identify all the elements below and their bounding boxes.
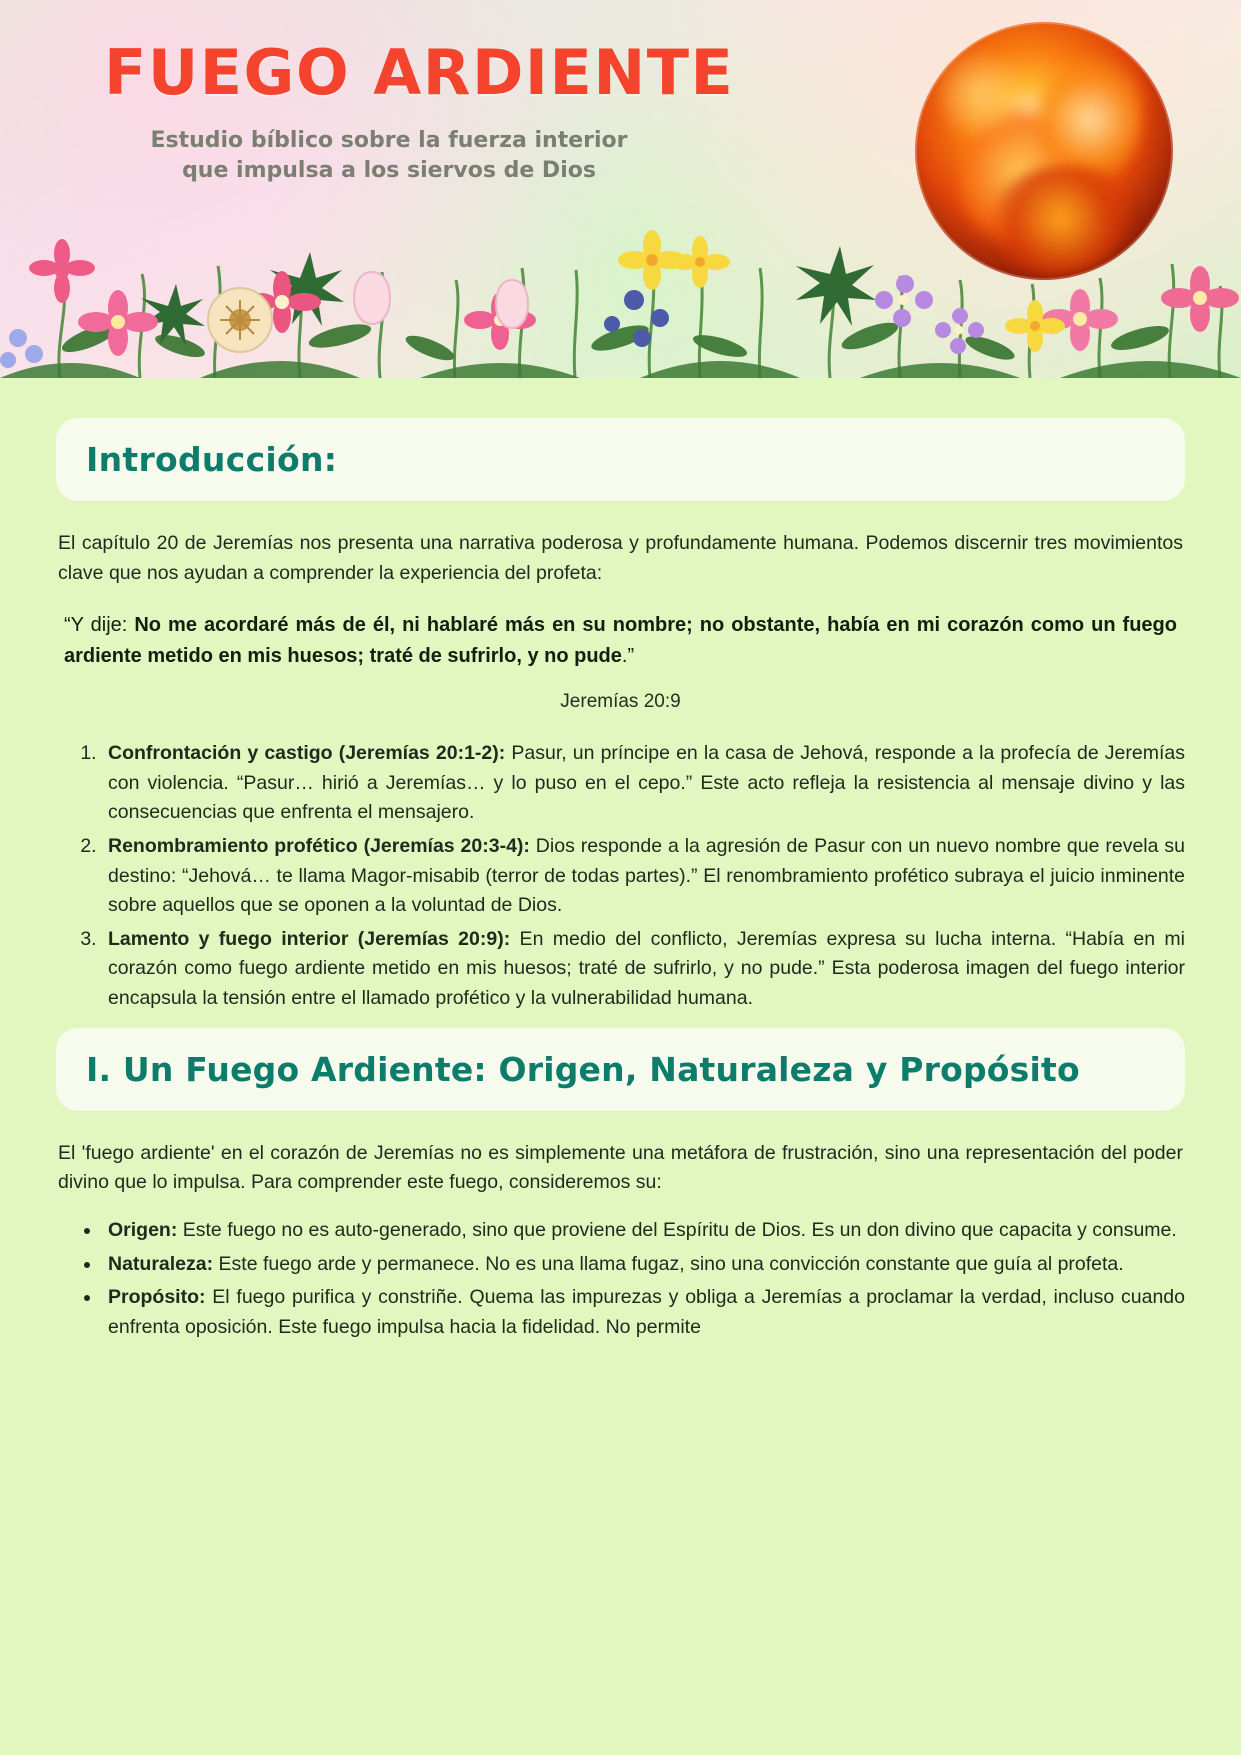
list-item-lead: Renombramiento profético (Jeremías 20:3-4): (108, 834, 530, 857)
list-item-lead: Propósito: (108, 1286, 206, 1309)
list-item-lead: Origen: (108, 1218, 178, 1241)
header-banner (0, 0, 1241, 378)
list-item (102, 1283, 1185, 1342)
list-item-lead: Naturaleza: (108, 1252, 214, 1275)
list-item (102, 925, 1185, 1014)
introduction-card (56, 418, 1185, 501)
section-one-paragraph: El 'fuego ardiente' en el corazón de Jeremías no es simplemente una metáfora de frustración, sino una representación del poder divino que lo impulsa. Para comprender este fuego, consideremos su: (58, 1141, 1183, 1194)
document-body (0, 378, 1241, 1388)
floral-decoration (0, 188, 1241, 378)
list-item (102, 832, 1185, 921)
list-item-lead: Lamento y fuego interior (Jeremías 20:9): (108, 927, 511, 950)
scripture-quote (64, 610, 1177, 671)
scripture-reference: Jeremías 20:9 (560, 691, 681, 713)
introduction-heading: Introducción: (86, 440, 338, 479)
list-item (102, 1216, 1185, 1246)
section-one-card (56, 1028, 1185, 1111)
list-item-text: Dios responde a la agresión de Pasur con un nuevo nombre que revela su destino: “Jehová… te llama Magor-misabib (terror de todas partes).” El renombramiento profético subraya el juicio inminente sobre aquellos que se oponen a la voluntad de Dios. (108, 834, 1185, 917)
introduction-points-list (56, 739, 1185, 1014)
quote-close: .” (621, 644, 635, 667)
list-item-text: Pasur, un príncipe en la casa de Jehová, responde a la profecía de Jeremías con violencia. “Pasur… hirió a Jeremías… y lo puso en el cepo.” Este acto refleja la resistencia al mensaje divino y las consecuencias que enfrenta el mensajero. (108, 742, 1185, 824)
section-one-bullet-list (56, 1216, 1185, 1343)
list-item-lead: Confrontación y castigo (Jeremías 20:1-2): (108, 742, 506, 765)
page-subtitle (104, 126, 674, 187)
page-subtitle-line-2: que impulsa a los siervos de Dios (182, 158, 596, 184)
list-item (102, 1250, 1185, 1280)
list-item-text: Este fuego arde y permanece. No es una llama fugaz, sino una convicción constante que guía al profeta. (213, 1252, 1124, 1275)
introduction-paragraph: El capítulo 20 de Jeremías nos presenta una narrativa poderosa y profundamente humana. Podemos discernir tres movimientos clave que nos ayudan a comprender la experiencia del profeta: (58, 532, 1183, 584)
quote-bold: No me acordaré más de él, ni hablaré más en su nombre; no obstante, había en mi corazón como un fuego ardiente metido en mis huesos; traté de sufrirlo, y no pude (64, 614, 1177, 667)
list-item (102, 739, 1185, 828)
list-item-text: El fuego purifica y constriñe. Quema las impurezas y obliga a Jeremías a proclamar la verdad, incluso cuando enfrenta oposición. Este fuego impulsa hacia la fidelidad. No permite (108, 1286, 1185, 1338)
page-title: FUEGO ARDIENTE (104, 36, 735, 109)
list-item-text: Este fuego no es auto-generado, sino que proviene del Espíritu de Dios. Es un don divino que capacita y consume. (177, 1218, 1177, 1241)
page-subtitle-line-1: Estudio bíblico sobre la fuerza interior (150, 128, 628, 153)
section-one-heading: I. Un Fuego Ardiente: Origen, Naturaleza y Propósito (86, 1049, 1080, 1089)
list-item-text: En medio del conflicto, Jeremías expresa su lucha interna. “Había en mi corazón como fuego ardiente metido en mis huesos; traté de sufrirlo, y no pude.” Esta poderosa imagen del fuego interior encapsula la tensión entre el llamado profético y la vulnerabilidad humana. (108, 927, 1185, 1010)
quote-open: “Y dije: (64, 614, 135, 637)
